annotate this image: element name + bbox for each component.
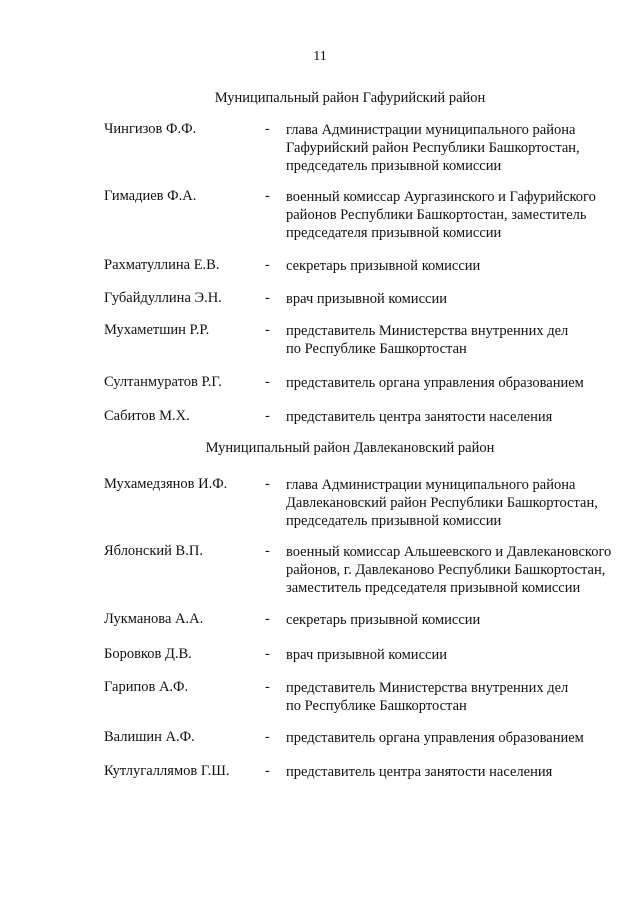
role-line: врач призывной комиссии [286,291,447,307]
role-line: военный комиссар Альшеевского и Давлекановского [286,544,612,560]
member-name: Яблонский В.П. [104,543,203,559]
role-line: представитель центра занятости населения [286,409,553,425]
dash: - [265,476,270,492]
role-line: Давлекановский район Республики Башкортостан, [286,495,598,511]
member-role [286,121,640,175]
dash: - [265,121,270,137]
member-role [286,476,640,530]
member-name: Султанмуратов Р.Г. [104,374,222,390]
member-name: Лукманова А.А. [104,611,204,627]
dash: - [265,257,270,273]
member-role [286,646,640,664]
member-name: Гимадиев Ф.А. [104,188,197,204]
role-line: военный комиссар Аургазинского и Гафурийского [286,189,596,205]
member-name: Чингизов Ф.Ф. [104,121,197,137]
member-name: Мухаметшин Р.Р. [104,322,210,338]
member-name: Боровков Д.В. [104,646,192,662]
role-line: председатель призывной комиссии [286,513,502,529]
member-role [286,374,640,392]
dash: - [265,374,270,390]
dash: - [265,322,270,338]
member-role [286,729,640,747]
role-line: Гафурийский район Республики Башкортостан, [286,140,580,156]
member-role [286,188,640,242]
role-line: секретарь призывной комиссии [286,612,481,628]
member-role [286,322,640,358]
role-line: глава Администрации муниципального района [286,477,576,493]
dash: - [265,408,270,424]
role-line: врач призывной комиссии [286,647,447,663]
member-name: Мухамедзянов И.Ф. [104,476,228,492]
role-line: председателя призывной комиссии [286,225,502,241]
dash: - [265,646,270,662]
role-line: заместитель председателя призывной комиссии [286,580,581,596]
member-name: Кутлугаллямов Г.Ш. [104,763,230,779]
section-title-davlekanovsky: Муниципальный район Давлекановский район [205,440,495,456]
member-name: Сабитов М.Х. [104,408,190,424]
dash: - [265,679,270,695]
role-line: глава Администрации муниципального района [286,122,576,138]
dash: - [265,763,270,779]
dash: - [265,729,270,745]
role-line: председатель призывной комиссии [286,158,502,174]
page-number: 11 [313,49,327,64]
member-role [286,408,640,426]
dash: - [265,188,270,204]
member-role [286,290,640,308]
member-role [286,257,640,275]
role-line: по Республике Башкортостан [286,698,467,714]
member-role [286,763,640,781]
role-line: представитель Министерства внутренних дел [286,680,569,696]
role-line: представитель органа управления образованием [286,375,584,391]
role-line: представитель центра занятости населения [286,764,553,780]
member-name: Рахматуллина Е.В. [104,257,220,273]
role-line: по Республике Башкортостан [286,341,467,357]
role-line: районов, г. Давлеканово Республики Башкортостан, [286,562,606,578]
dash: - [265,290,270,306]
section-title-gafuriysky: Муниципальный район Гафурийский район [214,90,486,106]
member-name: Губайдуллина Э.Н. [104,290,222,306]
member-name: Гарипов А.Ф. [104,679,189,695]
member-role [286,611,640,629]
dash: - [265,543,270,559]
dash: - [265,611,270,627]
member-role [286,679,640,715]
role-line: представитель органа управления образованием [286,730,584,746]
role-line: представитель Министерства внутренних дел [286,323,569,339]
member-role [286,543,640,597]
member-name: Валишин А.Ф. [104,729,195,745]
role-line: районов Республики Башкортостан, заместитель [286,207,587,223]
role-line: секретарь призывной комиссии [286,258,481,274]
